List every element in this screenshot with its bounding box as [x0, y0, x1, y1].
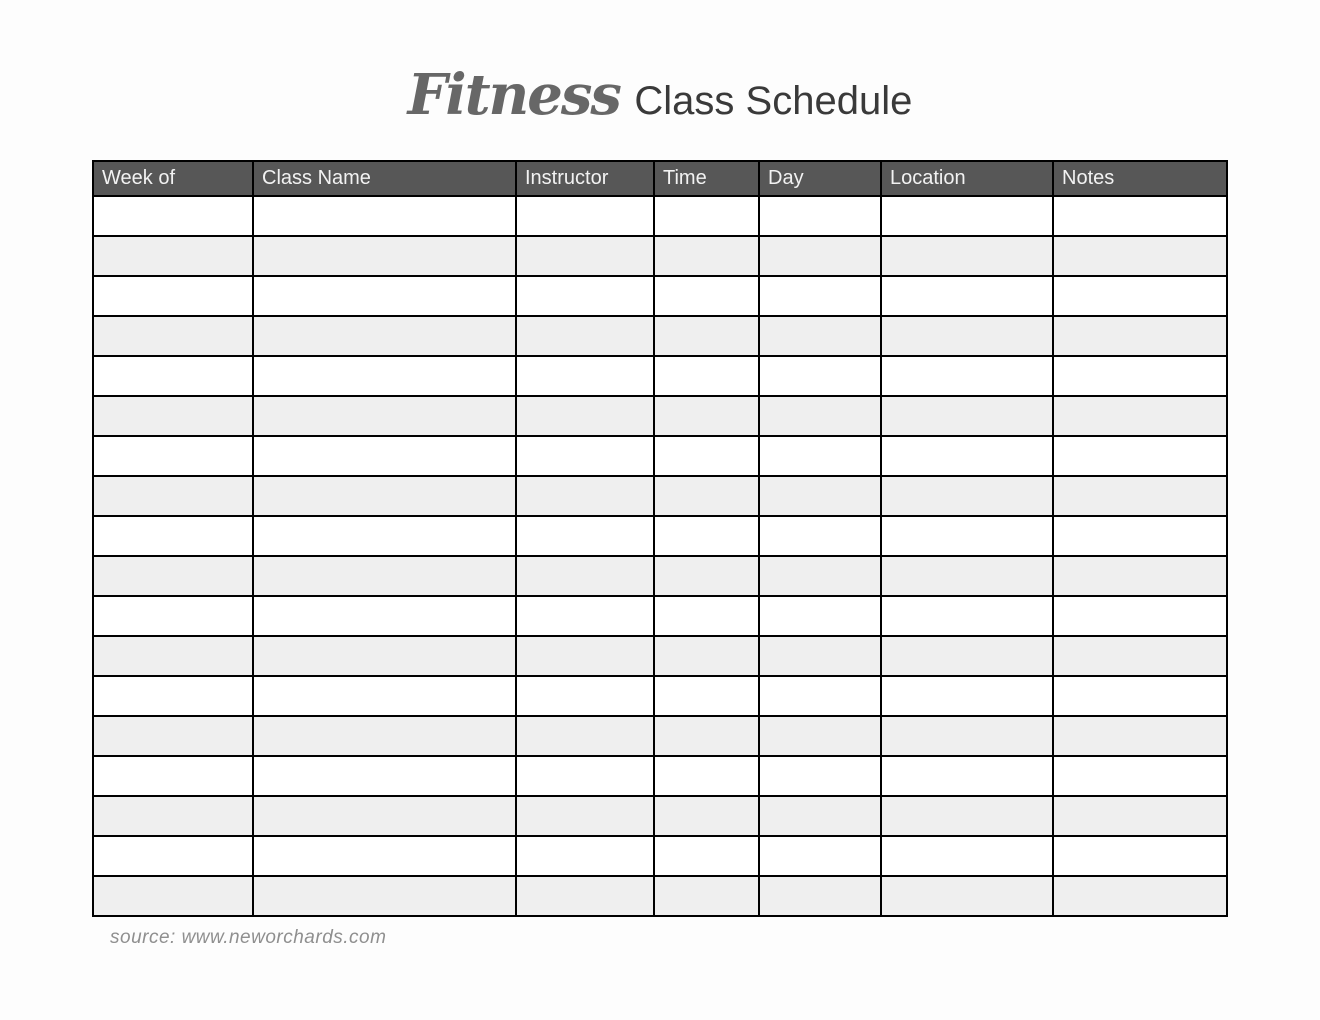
empty-cell: [1053, 316, 1227, 356]
empty-cell: [1053, 676, 1227, 716]
empty-cell: [253, 356, 516, 396]
empty-cell: [1053, 836, 1227, 876]
table-row: [93, 516, 1227, 556]
empty-cell: [253, 316, 516, 356]
empty-cell: [253, 236, 516, 276]
empty-cell: [881, 596, 1053, 636]
table-row: [93, 236, 1227, 276]
empty-cell: [93, 236, 253, 276]
empty-cell: [759, 756, 881, 796]
empty-cell: [1053, 596, 1227, 636]
empty-cell: [881, 196, 1053, 236]
empty-cell: [1053, 236, 1227, 276]
empty-cell: [654, 596, 759, 636]
empty-cell: [93, 396, 253, 436]
empty-cell: [654, 276, 759, 316]
column-header-notes: Notes: [1053, 161, 1227, 196]
empty-cell: [654, 356, 759, 396]
empty-cell: [654, 196, 759, 236]
empty-cell: [759, 676, 881, 716]
empty-cell: [759, 276, 881, 316]
empty-cell: [759, 356, 881, 396]
empty-cell: [93, 516, 253, 556]
empty-cell: [654, 756, 759, 796]
empty-cell: [253, 396, 516, 436]
empty-cell: [93, 476, 253, 516]
empty-cell: [654, 636, 759, 676]
empty-cell: [759, 396, 881, 436]
title-rest-text: Class Schedule: [634, 79, 913, 123]
empty-cell: [1053, 276, 1227, 316]
empty-cell: [93, 796, 253, 836]
empty-cell: [516, 876, 654, 916]
empty-cell: [253, 516, 516, 556]
empty-cell: [654, 556, 759, 596]
empty-cell: [759, 516, 881, 556]
empty-cell: [759, 316, 881, 356]
empty-cell: [881, 756, 1053, 796]
empty-cell: [1053, 196, 1227, 236]
empty-cell: [759, 716, 881, 756]
empty-cell: [93, 436, 253, 476]
empty-cell: [1053, 756, 1227, 796]
empty-cell: [516, 476, 654, 516]
empty-cell: [881, 716, 1053, 756]
table-row: [93, 276, 1227, 316]
empty-cell: [253, 836, 516, 876]
empty-cell: [881, 516, 1053, 556]
empty-cell: [516, 636, 654, 676]
empty-cell: [516, 676, 654, 716]
empty-cell: [881, 876, 1053, 916]
empty-cell: [253, 796, 516, 836]
empty-cell: [759, 196, 881, 236]
empty-cell: [93, 316, 253, 356]
empty-cell: [881, 436, 1053, 476]
empty-cell: [759, 236, 881, 276]
empty-cell: [881, 556, 1053, 596]
empty-cell: [516, 356, 654, 396]
table-row: [93, 356, 1227, 396]
empty-cell: [516, 836, 654, 876]
column-header-time: Time: [654, 161, 759, 196]
empty-cell: [516, 196, 654, 236]
table-row: [93, 436, 1227, 476]
empty-cell: [881, 636, 1053, 676]
empty-cell: [759, 556, 881, 596]
table-row: [93, 756, 1227, 796]
empty-cell: [654, 836, 759, 876]
empty-cell: [1053, 796, 1227, 836]
table-row: [93, 796, 1227, 836]
empty-cell: [654, 396, 759, 436]
empty-cell: [93, 596, 253, 636]
column-header-day: Day: [759, 161, 881, 196]
empty-cell: [1053, 516, 1227, 556]
empty-cell: [1053, 876, 1227, 916]
empty-cell: [881, 476, 1053, 516]
table-row: [93, 396, 1227, 436]
empty-cell: [253, 276, 516, 316]
empty-cell: [881, 316, 1053, 356]
empty-cell: [516, 396, 654, 436]
empty-cell: [253, 676, 516, 716]
page-title: [0, 62, 1320, 128]
empty-cell: [881, 356, 1053, 396]
empty-cell: [93, 756, 253, 796]
empty-cell: [516, 756, 654, 796]
empty-cell: [1053, 396, 1227, 436]
empty-cell: [881, 236, 1053, 276]
empty-cell: [93, 356, 253, 396]
empty-cell: [654, 476, 759, 516]
table-row: [93, 596, 1227, 636]
source-credit: source: www.neworchards.com: [110, 927, 387, 948]
empty-cell: [516, 276, 654, 316]
empty-cell: [93, 836, 253, 876]
empty-cell: [881, 396, 1053, 436]
column-header-location: Location: [881, 161, 1053, 196]
table-row: [93, 636, 1227, 676]
table-row: [93, 196, 1227, 236]
table-row: [93, 676, 1227, 716]
schedule-table: [92, 160, 1228, 917]
empty-cell: [654, 316, 759, 356]
column-header-week-of: Week of: [93, 161, 253, 196]
empty-cell: [881, 836, 1053, 876]
empty-cell: [654, 716, 759, 756]
empty-cell: [1053, 636, 1227, 676]
empty-cell: [881, 676, 1053, 716]
table-row: [93, 716, 1227, 756]
empty-cell: [253, 596, 516, 636]
empty-cell: [1053, 556, 1227, 596]
empty-cell: [516, 596, 654, 636]
empty-cell: [516, 436, 654, 476]
empty-cell: [1053, 716, 1227, 756]
empty-cell: [253, 636, 516, 676]
empty-cell: [253, 716, 516, 756]
empty-cell: [1053, 356, 1227, 396]
empty-cell: [759, 436, 881, 476]
empty-cell: [253, 756, 516, 796]
table-row: [93, 836, 1227, 876]
empty-cell: [93, 676, 253, 716]
empty-cell: [516, 716, 654, 756]
table-row: [93, 316, 1227, 356]
empty-cell: [253, 556, 516, 596]
empty-cell: [881, 796, 1053, 836]
empty-cell: [654, 516, 759, 556]
empty-cell: [654, 796, 759, 836]
empty-cell: [253, 876, 516, 916]
empty-cell: [253, 436, 516, 476]
title-script-word: Fitness: [407, 62, 620, 128]
empty-cell: [654, 436, 759, 476]
column-header-class-name: Class Name: [253, 161, 516, 196]
empty-cell: [759, 876, 881, 916]
empty-cell: [1053, 436, 1227, 476]
empty-cell: [253, 476, 516, 516]
table-row: [93, 556, 1227, 596]
empty-cell: [654, 876, 759, 916]
empty-cell: [516, 516, 654, 556]
empty-cell: [93, 636, 253, 676]
empty-cell: [654, 676, 759, 716]
empty-cell: [1053, 476, 1227, 516]
empty-cell: [516, 796, 654, 836]
empty-cell: [93, 716, 253, 756]
empty-cell: [93, 276, 253, 316]
table-header-row: [93, 161, 1227, 196]
empty-cell: [881, 276, 1053, 316]
empty-cell: [253, 196, 516, 236]
empty-cell: [759, 796, 881, 836]
empty-cell: [93, 556, 253, 596]
empty-cell: [516, 316, 654, 356]
empty-cell: [759, 836, 881, 876]
table-row: [93, 876, 1227, 916]
empty-cell: [759, 636, 881, 676]
empty-cell: [516, 236, 654, 276]
empty-cell: [654, 236, 759, 276]
empty-cell: [93, 876, 253, 916]
empty-cell: [759, 596, 881, 636]
empty-cell: [93, 196, 253, 236]
empty-cell: [759, 476, 881, 516]
column-header-instructor: Instructor: [516, 161, 654, 196]
empty-cell: [516, 556, 654, 596]
table-row: [93, 476, 1227, 516]
